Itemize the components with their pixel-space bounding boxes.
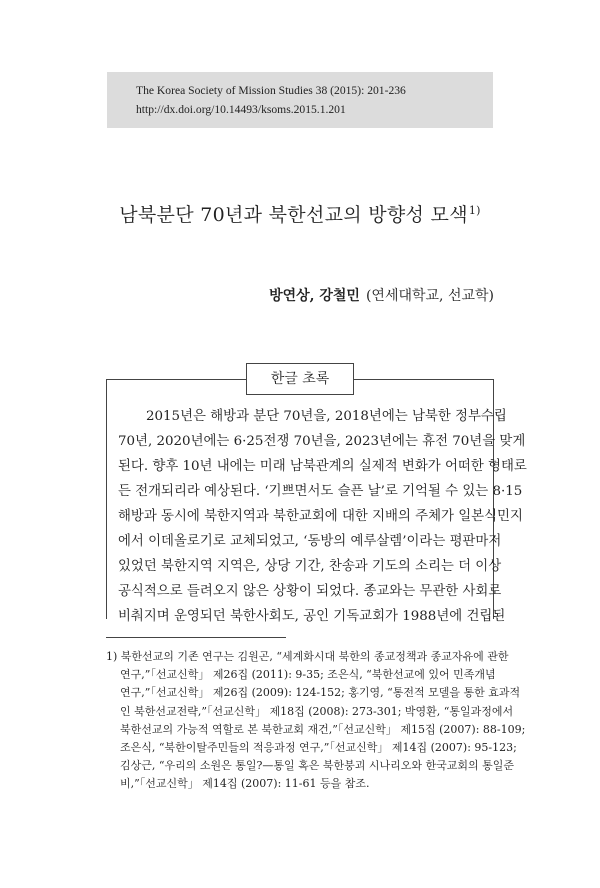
footnote-line: 인 북한선교전략,”「선교신학」 제18집 (2008): 273-301; 박영환, “통일과정에서 xyxy=(120,704,514,718)
abstract-line: 있었던 북한지역 지역은, 상당 기간, 찬송과 기도의 소리는 더 이상 xyxy=(118,559,502,574)
abstract-line: 된다. 향후 10년 내에는 미래 남북관계의 실제적 변화가 어떠한 형태로 xyxy=(118,459,527,474)
footnote-line: 비,”「선교신학」 제14집 (2007): 11-61 등을 참조. xyxy=(120,777,370,791)
abstract-label: 한글 초록 xyxy=(246,363,354,395)
abstract-line: 2015년은 해방과 분단 70년을, 2018년에는 남북한 정부수립 xyxy=(146,409,507,424)
abstract-line: 공식적으로 들려오지 않은 상황이 되었다. 종교와는 무관한 사회로 xyxy=(118,584,502,599)
abstract-line: 비춰지며 운영되던 북한사회도, 공인 기독교회가 1988년에 건립된 xyxy=(118,609,506,624)
footnote-block xyxy=(106,648,526,794)
footnote-divider xyxy=(106,637,286,638)
footnote-line: 북한선교의 가능적 역할로 본 북한교회 재건,”「선교신학」 제15집 (2007): 88-109; xyxy=(120,722,526,736)
title-footnote-marker[interactable]: 1) xyxy=(468,204,481,217)
footnote-line: 1) 북한선교의 기존 연구는 김원곤, “세계화시대 북한의 종교정책과 종교자유에 관한 xyxy=(106,650,509,663)
abstract-line: 든 전개되리라 예상된다. ‘기쁘면서도 슬픈 날’로 기억될 수 있는 8·15 xyxy=(118,484,523,499)
abstract-line: 70년, 2020년에는 6·25전쟁 70년을, 2023년에는 휴전 70년을 맞게 xyxy=(118,434,526,449)
author-names: 방연상, 강철민 xyxy=(269,288,360,304)
footnote-line: 연구,”「선교신학」 제26집 (2011): 9-35; 조은식, “북한선교에 있어 민족개념 xyxy=(120,668,496,682)
footnote-line: 김상근, “우리의 소원은 통일?—통일 혹은 북한붕괴 시나리오와 한국교회의 통일준 xyxy=(120,759,515,773)
journal-citation: The Korea Society of Mission Studies 38 (2015): 201-236 xyxy=(136,84,406,97)
abstract-line: 해방과 동시에 북한지역과 북한교회에 대한 지배의 주체가 일본식민지 xyxy=(118,509,523,524)
footnote-line: 조은식, “북한이탈주민들의 적응과정 연구,”「선교신학」 제14집 (2007): 95-123; xyxy=(120,741,517,755)
article-title-line xyxy=(0,200,600,227)
article-title: 남북분단 70년과 북한선교의 방향성 모색 xyxy=(119,204,468,226)
abstract-line: 에서 이데올로기로 교체되었고, ‘동방의 예루살렘’이라는 평판마저 xyxy=(118,534,502,549)
author-affiliation: (연세대학교, 선교학) xyxy=(365,288,494,304)
footnote-line: 연구,”「선교신학」 제26집 (2009): 124-152; 홍기영, “통전적 모델을 통한 효과적 xyxy=(120,686,521,700)
abstract-body xyxy=(118,404,527,629)
doi-link[interactable]: http://dx.doi.org/10.14493/ksoms.2015.1.201 xyxy=(136,103,346,116)
author-line xyxy=(269,285,494,305)
journal-header-box xyxy=(107,72,493,128)
